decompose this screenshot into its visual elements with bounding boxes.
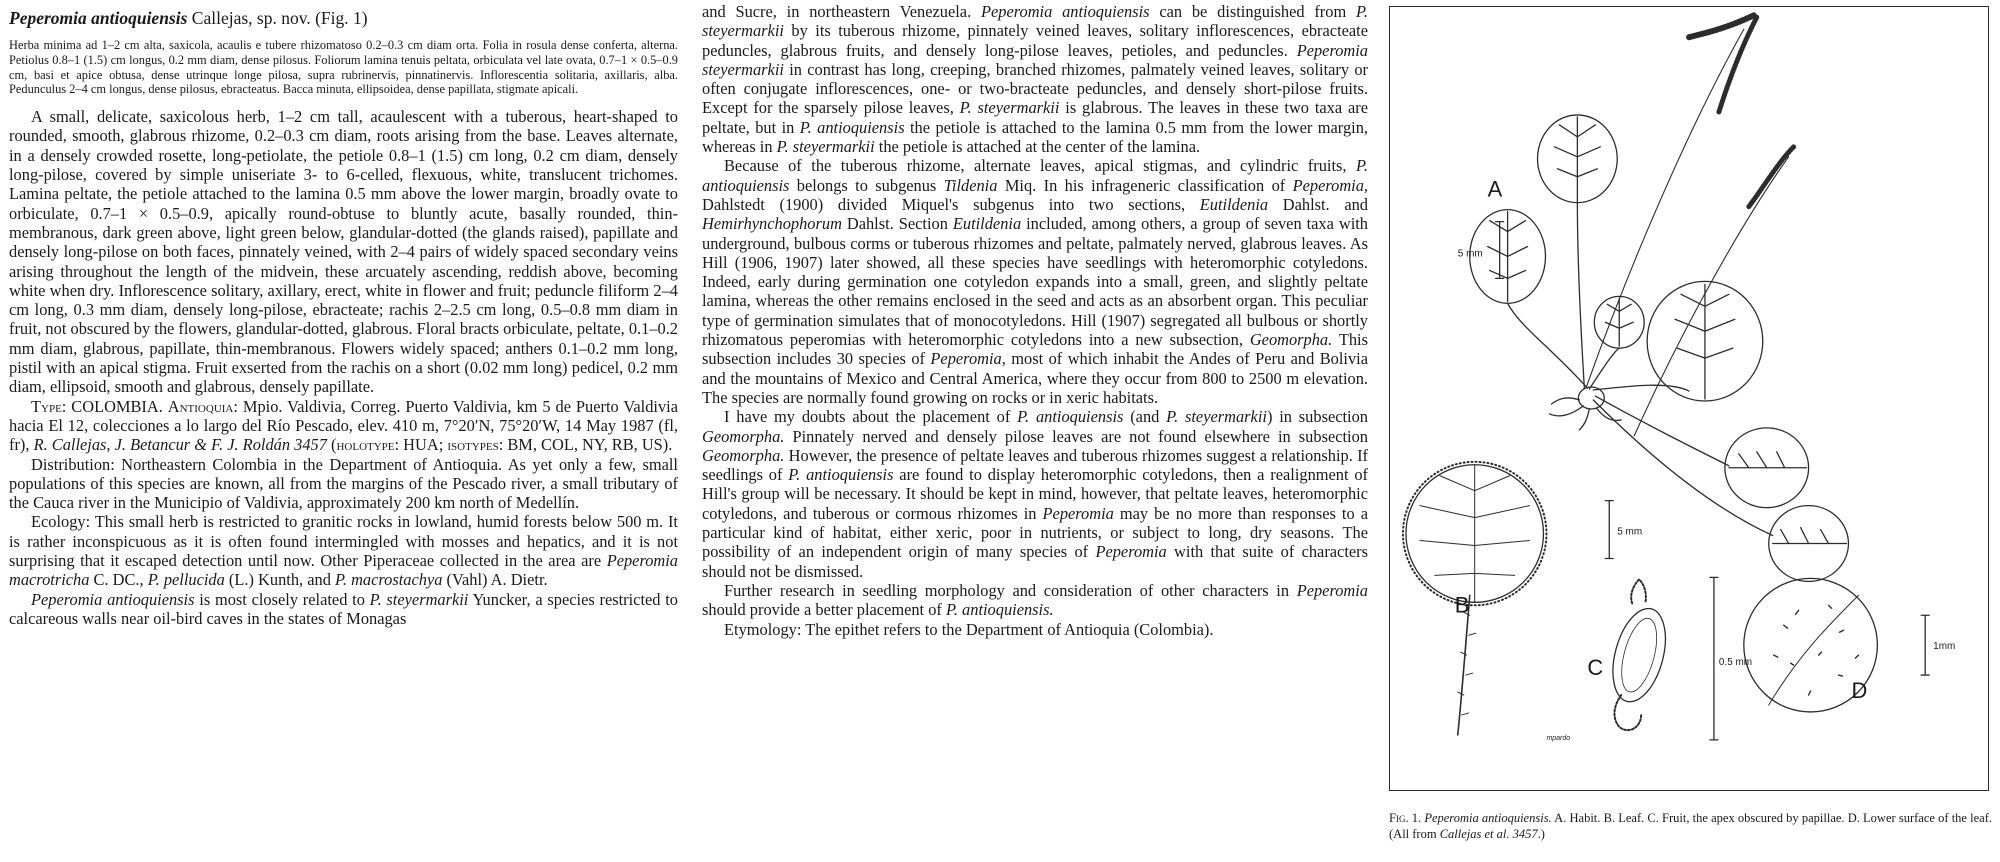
classification-text: Dahlst. Section xyxy=(841,214,953,234)
species-name: P. antioquiensis xyxy=(799,117,905,137)
habit-leaf xyxy=(1647,281,1763,401)
comparison-text: by its tuberous rhizome, pinnately veined leaves, solitary inflorescences, ebracteate peduncles, glabrous fruits, and densely long-pilose leaves, petioles, and peduncles. xyxy=(702,21,1368,60)
caption-figure-label: Fig. 1. xyxy=(1389,811,1422,825)
research-paragraph xyxy=(702,581,1368,620)
placement-text: I have my doubts about the placement of xyxy=(724,407,1018,427)
relationship-text: Yuncker, a species restricted to calcareous walls near oil-bird caves in the states of Monagas xyxy=(9,589,678,628)
caption-citation: Callejas et al. 3457 xyxy=(1439,827,1538,841)
species-name: P. antioquiensis xyxy=(702,156,1368,195)
species-name: P. steyermarkii xyxy=(776,137,875,157)
species-name: P. steyermarkii xyxy=(1166,407,1267,427)
rhizome xyxy=(1549,387,1621,430)
placement-paragraph xyxy=(702,407,1368,581)
ecology-text: Ecology: This small herb is restricted to granitic rocks in lowland, humid forests below 500 m. It is rather inconspicuous as it is often found intermingled with mosses and hepatics, and it is not surprising that it escaped detection until now. Other Piperaceae collected in the area are xyxy=(9,512,678,571)
species-name: Peperomia macrotricha xyxy=(9,551,678,590)
classification-paragraph xyxy=(702,156,1368,407)
species-authority: Callejas, sp. nov. (Fig. 1) xyxy=(187,8,368,28)
species-name: Peperomia antioquiensis xyxy=(31,589,195,609)
taxon-name: Eutildenia xyxy=(1199,194,1269,214)
placement-text: are found to display heteromorphic cotyledons, then a realignment of Hill's group will be necessary. It should be kept in mind, however, that peltate leaves, heteromorphic cotyledons, and tuberous or cormous rhizomes in xyxy=(702,465,1369,523)
type-text: : HUA; xyxy=(394,435,448,455)
latin-diagnosis: Herba minima ad 1–2 cm alta, saxicola, acaulis e tubere rhizomatoso 0.2–0.3 cm diam orta. Folia in rosula dense conferta, alterna. Petiolus 0.8–1 (1.5) cm longus, 0.2 mm diam, dense pilosus. Foliorum lamina tenuis peltata, orbiculata vel late ovata, 0.7–1 × 0.5–0.9 cm, basi et apice obtusa, dense utrinque longe pilosa, supra rubrinervis, pinnatinervis. Inflorescentia solitaria, axillaris, alba. Pedunculus 2–4 cm longus, dense pilosus, ebracteatus. Bacca minuta, ellipsoidea, dense papillata, stigmate apicali. xyxy=(9,38,678,97)
figure-caption xyxy=(1389,810,1992,842)
habit-leaf xyxy=(1538,115,1618,203)
left-column xyxy=(9,0,678,628)
taxon-name: Peperomia xyxy=(1042,503,1114,523)
comparison-text: is glabrous. The leaves in these two taxa are peltate, but in xyxy=(702,98,1368,137)
etymology-paragraph: Etymology: The epithet refers to the Department of Antioquia (Colombia). xyxy=(724,619,1214,639)
figure-label-c: C xyxy=(1587,655,1604,681)
comparison-text: and Sucre, in northeastern Venezuela. xyxy=(702,2,981,21)
comparison-text: can be distinguished from xyxy=(1149,2,1357,21)
placement-text: with that suite of characters should not be dismissed. xyxy=(702,542,1368,581)
relationship-text: is most closely related to xyxy=(194,589,370,609)
ecology-text: (Vahl) A. Dietr. xyxy=(442,570,548,590)
species-heading xyxy=(9,6,678,30)
classification-text: Dahlst. and xyxy=(1268,194,1368,214)
caption-text: A. Habit. B. Leaf. C. Fruit, the apex obscured by papillae. D. Lower surface of the leaf. (All from xyxy=(1389,811,1993,841)
type-text: : COLOMBIA. xyxy=(61,396,168,416)
species-name: Peperomia antioquiensis xyxy=(980,2,1150,21)
placement-text: may be no more than responses to a particular kind of habitat, either xeric, poor in nutrients, or subject to long, dry seasons. The possibility of an independent origin of many species of xyxy=(702,503,1368,562)
placement-text: However, the presence of peltate leaves and tuberous rhizomes suggest a relationship. If seedlings of xyxy=(702,445,1368,485)
classification-text: Because of the tuberous rhizome, alternate leaves, apical stigmas, and cylindric fruits, xyxy=(724,156,1356,176)
placement-text: (and xyxy=(1123,407,1167,427)
distribution-paragraph: Distribution: Northeastern Colombia in the Department of Antioquia. As yet only a few, small populations of this species are known, all from the margins of the Pescado river, a small tributary of the Cauca river in the Municipio of Valdivia, approximately 200 km north of Medellín. xyxy=(9,454,678,513)
figure-label-b: B xyxy=(1454,592,1470,618)
isotypes-label: isotypes xyxy=(447,435,499,455)
comparison-paragraph xyxy=(702,2,1368,156)
inflorescence-spike xyxy=(1586,15,1756,387)
scale-label-d: 1mm xyxy=(1933,641,1956,653)
taxon-name: Geomorpha. xyxy=(1249,330,1333,350)
classification-text: most of which inhabit the Andes of Peru and Bolivia and the mountains of Mexico and Central America, where they occur from 800 to 2500 m elevation. The species are normally found growing on rocks or in xeric habitats. xyxy=(702,349,1368,407)
type-collectors: R. Callejas, J. Betancur & F. J. Roldán 3457 xyxy=(33,435,327,455)
placement-text: Pinnately nerved and densely pilose leaves are not found elsewhere in subsection xyxy=(784,426,1368,446)
taxon-name: Eutildenia xyxy=(952,214,1022,234)
classification-text: This subsection includes 30 species of xyxy=(702,330,1368,369)
middle-column xyxy=(702,0,1368,639)
habit-leaf xyxy=(1725,428,1809,508)
placement-text: ) in subsection xyxy=(1266,407,1368,427)
species-name: P. antioquiensis. xyxy=(945,600,1054,620)
scale-label-b: 5 mm xyxy=(1617,526,1643,538)
relationship-paragraph xyxy=(9,590,678,629)
type-text: : Mpio. Valdivia, Correg. Puerto Valdivia, km 5 de Puerto Valdivia hacia El 12, colecciones a lo largo del Río Pescado, elev. 410 m, 7°20′N, 75°20′W, 14 May 1987 (fl, fr), xyxy=(9,396,678,455)
comparison-text: in contrast has long, creeping, branched rhizomes, palmately veined leaves, solitary or often conjugate inflorescences, one- or two-bracteate peduncles, and densely short-pilose fruits. Except for the sparsely pilose leaves, xyxy=(702,59,1368,118)
comparison-text: the petiole is attached at the center of the lamina. xyxy=(874,137,1201,157)
figure-label-a: A xyxy=(1487,176,1503,202)
taxon-name: Tildenia xyxy=(943,175,998,195)
ecology-text: (L.) Kunth, and xyxy=(224,570,335,590)
habit-leaf xyxy=(1594,296,1644,348)
taxon-name: Geomorpha. xyxy=(702,426,785,446)
species-name: Peperomia antioquiensis xyxy=(9,8,188,28)
habit-leaf xyxy=(1769,506,1849,582)
type-text: ( xyxy=(326,435,337,455)
figure-label-d: D xyxy=(1851,677,1868,703)
scale-bar-c xyxy=(1710,577,1718,739)
figure-plate xyxy=(1389,6,1989,791)
illustrator-signature: mpardo xyxy=(1546,734,1571,742)
classification-text: Miq. In his infrageneric classification of xyxy=(997,175,1293,195)
species-name: P. antioquiensis xyxy=(1017,407,1124,427)
taxon-name: Peperomia, xyxy=(1292,175,1369,195)
classification-text: included, among others, a group of seven taxa with underground, bulbous corms or tuberous rhizomes and peltate, palmately nerved, glabrous leaves. As Hill (1906, 1907) later showed, all these species have seedlings with heteromorphic cotyledons. Indeed, early during germination one cotyledon expands into a small, green, and slightly peltate lamina, whereas the other remains enclosed in the seed and acts as an absorbent organ. This peculiar type of germination simulates that of monocotyledons. Hill (1907) segregated all bulbous or shortly rhizomatous peperomias with heteromorphic cotyledons into a new subsection, xyxy=(702,214,1368,350)
scale-label-a: 5 mm xyxy=(1457,248,1483,260)
species-name: P. antioquiensis xyxy=(788,465,894,485)
scale-label-c: 0.5 mm xyxy=(1718,657,1753,669)
botanical-illustration xyxy=(1390,7,1988,790)
species-name: P. steyermarkii xyxy=(702,2,1369,41)
taxon-name: Peperomia xyxy=(1296,580,1368,600)
fruit-detail xyxy=(1604,579,1675,730)
ecology-text: C. DC., xyxy=(89,570,148,590)
species-name: P. steyermarkii xyxy=(959,98,1060,118)
species-name: P. steyermarkii xyxy=(369,589,469,609)
type-label: Type xyxy=(31,396,62,416)
leaf-detail xyxy=(1403,462,1547,735)
taxon-name: Peperomia, xyxy=(930,349,1006,369)
ecology-paragraph xyxy=(9,512,678,589)
type-department: Antioquia xyxy=(167,396,234,416)
holotype-label: holotype xyxy=(336,435,395,455)
taxon-name: Hemirhynchophorum xyxy=(702,214,842,234)
comparison-text: the petiole is attached to the lamina 0.5 mm from the lower margin, whereas in xyxy=(702,117,1368,157)
taxon-name: Peperomia xyxy=(1095,542,1167,562)
species-name: Peperomia steyermarkii xyxy=(702,40,1368,79)
research-text: Further research in seedling morphology and consideration of other characters in xyxy=(724,580,1297,600)
description-paragraph: A small, delicate, saxicolous herb, 1–2 cm tall, acaulescent with a tuberous, heart-shaped to rounded, smooth, glabrous rhizome, 0.2–0.3 cm diam, roots arising from the base. Leaves alternate, in a densely crowded rosette, long-petiolate, the petiole 0.8–1 (1.5) cm long, 0.2 cm diam, densely long-pilose, covered by simple uniseriate 3- to 6-celled, flexuous, white, translucent trichomes. Lamina peltate, the petiole attached to the lamina 0.5 mm above the lower margin, broadly ovate to orbiculate, 0.7–1 × 0.5–0.9, apically round-obtuse to bluntly acute, basally rounded, thin-membranous, dark green above, light green below, glandular-dotted (the glands raised), papillate and densely long-pilose on both faces, pinnately veined, with 2–4 pairs of widely spaced secondary veins arising throughout the length of the midvein, these arcuately ascending, reddish above, becoming white when dry. Inflorescence solitary, axillary, erect, white in flower and fruit; peduncle filiform 2–4 cm long, 0.3 mm diam, densely long-pilose, ebracteate; rachis 2–2.5 cm long, 0.5–0.8 mm diam in fruit, not obscured by the flowers, glandular-dotted, glabrous. Floral bracts orbiculate, peltate, 0.1–0.2 mm diam, glabrous, papillate, thin-membranous. Flowers widely spaced; anthers 0.1–0.2 mm long, pistil with an apical stigma. Fruit exserted from the rachis on a short (0.02 mm long) pedicel, 0.2 mm diam, ellipsoid, smooth and glabrous, densely papillate. xyxy=(9,107,678,397)
scale-bar-b xyxy=(1605,501,1613,559)
inflorescence-spike xyxy=(1634,147,1793,436)
type-paragraph xyxy=(9,397,678,455)
caption-text-end: .) xyxy=(1537,827,1545,841)
caption-species: Peperomia antioquiensis. xyxy=(1424,811,1552,825)
scale-bar-d xyxy=(1921,615,1929,675)
petiole-stems xyxy=(1508,203,1773,536)
species-name: P. pellucida xyxy=(147,570,225,590)
taxon-name: Geomorpha. xyxy=(702,445,785,465)
scale-bar-a xyxy=(1496,222,1504,279)
classification-text: belongs to subgenus xyxy=(789,175,944,195)
species-name: P. macrostachya xyxy=(335,570,443,590)
research-text: should provide a better placement of xyxy=(702,600,946,620)
classification-text: Dahlstedt (1900) divided Miquel's subgenus into two sections, xyxy=(702,194,1200,214)
type-text: : BM, COL, NY, RB, US). xyxy=(498,435,673,455)
